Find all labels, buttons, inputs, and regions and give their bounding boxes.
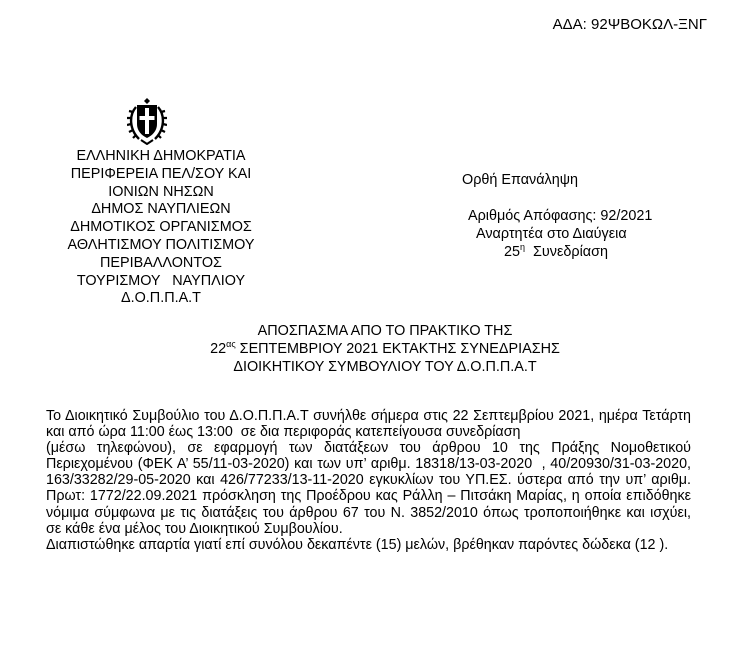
authority-line: ΠΕΡΙΦΕΡΕΙΑ ΠΕΛ/ΣΟΥ ΚΑΙ	[70, 165, 252, 182]
session-ordinal: η	[520, 242, 526, 253]
session-number	[504, 244, 608, 262]
extract-day-ordinal: ας	[226, 339, 236, 349]
extract-line-2	[160, 341, 610, 359]
extract-day: 22	[210, 340, 227, 357]
greek-coat-of-arms-icon	[127, 97, 167, 145]
paragraph-meeting-intro: Το Διοικητικό Συμβούλιο του Δ.Ο.Π.Π.Α.Τ συνήλθε σήμερα στις 22 Σεπτεμβρίου 2021, ημέρα Τετάρτη και από ώρα 11:00 έως 13:00 σε δια περιφοράς κατεπείγουσα συνεδρίαση	[46, 408, 699, 441]
paragraph-legal-basis: (μέσω τηλεφώνου), σε εφαρμογή των διατάξεων του άρθρου 10 της Πράξης Νομοθετικού Περιεχομένου (ΦΕΚ Α’ 55/11-03-2020) και των υπ’ αριθμ. 18318/13-03-2020 , 40/20930/31-03-2020, 163/33282/29-05-2020 και 426/77233/13-11-2020 εγκυκλίων του ΥΠ.ΕΣ. ύστερα από την υπ’ αριθμ. Πρωτ: 1772/22.09.2021 πρόσκληση της Προέδρου κας Ράλλη – Πιτσάκη Μαρίας, η οποία επιδόθηκε νόμιμα σύμφωνα με τις διατάξεις του άρθρου 67 του Ν. 3852/2010 όπως τροποποιήθηκε και ισχύει, σε κάθε ένα μέλος του Διοικητικού Συμβουλίου.	[46, 440, 695, 537]
posting-note: Αναρτητέα στο Διαύγεια	[476, 226, 627, 242]
extract-line-1: ΑΠΟΣΠΑΣΜΑ ΑΠΟ ΤΟ ΠΡΑΚΤΙΚΟ ΤΗΣ	[257, 323, 513, 339]
authority-line: ΠΕΡΙΒΑΛΛΟΝΤΟΣ	[100, 254, 222, 271]
ada-code: ΑΔΑ: 92ΨΒΟΚΩΛ-ΞΝΓ	[552, 16, 707, 33]
issuing-authority	[46, 148, 276, 308]
authority-line: ΔΗΜΟΣ ΝΑΥΠΛΙΕΩΝ	[91, 201, 231, 218]
paragraph-quorum: Διαπιστώθηκε απαρτία γιατί επί συνόλου δεκαπέντε (15) μελών, βρέθηκαν παρόντες δώδεκα (12 ).	[46, 536, 669, 553]
minutes-body	[46, 408, 699, 553]
extract-title	[160, 323, 610, 376]
authority-line: ΙΟΝΙΩΝ ΝΗΣΩΝ	[108, 183, 214, 200]
authority-line: Δ.Ο.Π.Π.Α.Τ	[121, 290, 201, 307]
extract-line-3: ΔΙΟΙΚΗΤΙΚΟΥ ΣΥΜΒΟΥΛΙΟΥ ΤΟΥ Δ.Ο.Π.Π.Α.Τ	[233, 358, 537, 375]
authority-line: ΤΟΥΡΙΣΜΟΥ ΝΑΥΠΛΙΟΥ	[76, 272, 246, 289]
decision-number: Αριθμός Απόφασης: 92/2021	[468, 208, 653, 224]
authority-line: ΕΛΛΗΝΙΚΗ ΔΗΜΟΚΡΑΤΙΑ	[76, 148, 246, 164]
authority-line: ΔΗΜΟΤΙΚΟΣ ΟΡΓΑΝΙΣΜΟΣ	[70, 219, 252, 236]
authority-line: ΑΘΛΗΤΙΣΜΟΥ ΠΟΛΙΤΙΣΜΟΥ	[67, 236, 255, 253]
session-label: Συνεδρίαση	[533, 244, 609, 260]
extract-date-rest: ΣΕΠΤΕΜΒΡΙΟΥ 2021 ΕΚΤΑΚΤΗΣ ΣΥΝΕΔΡΙΑΣΗΣ	[239, 340, 560, 357]
session-number-value: 25	[504, 244, 521, 260]
correction-label: Ορθή Επανάληψη	[462, 172, 579, 188]
